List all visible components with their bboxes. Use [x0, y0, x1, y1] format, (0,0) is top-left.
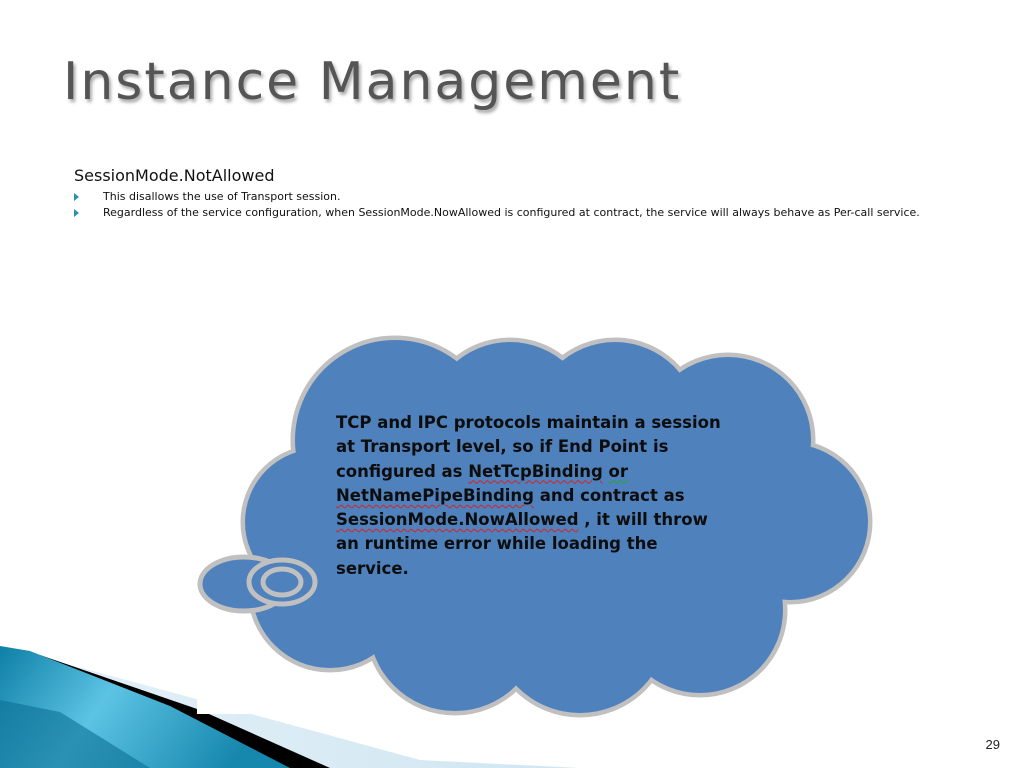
cloud-tail-bubble-inner — [263, 569, 301, 595]
bullet-list — [74, 191, 964, 223]
cloud-callout-text — [336, 411, 736, 581]
callout-line: TCP and IPC protocols maintain a session at Transport level, so if End Point is configured as — [336, 413, 721, 481]
bullet-item — [74, 191, 964, 203]
page-number: 29 — [985, 737, 1000, 752]
callout-binding-tcp: NetTcpBinding — [468, 461, 603, 481]
callout-or: or — [608, 461, 629, 481]
bullet-arrow-icon — [74, 193, 79, 201]
callout-mid: and contract as — [533, 485, 685, 505]
bullet-item — [74, 207, 964, 219]
bullet-arrow-icon — [74, 209, 79, 217]
callout-session-mode: SessionMode.NowAllowed — [336, 510, 579, 530]
callout-binding-pipe: NetNamePipeBinding — [336, 485, 534, 505]
callout-tail: , it will throw an runtime error while loading the service. — [336, 510, 708, 578]
section-heading: SessionMode.NotAllowed — [74, 166, 275, 185]
bullet-text: Regardless of the service configuration, when SessionMode.NowAllowed is configured at contract, the service will always behave as Per-call service. — [103, 206, 920, 219]
slide-title: Instance Management — [63, 52, 682, 112]
bullet-text: This disallows the use of Transport session. — [103, 190, 341, 203]
white-cover-block — [197, 688, 317, 714]
